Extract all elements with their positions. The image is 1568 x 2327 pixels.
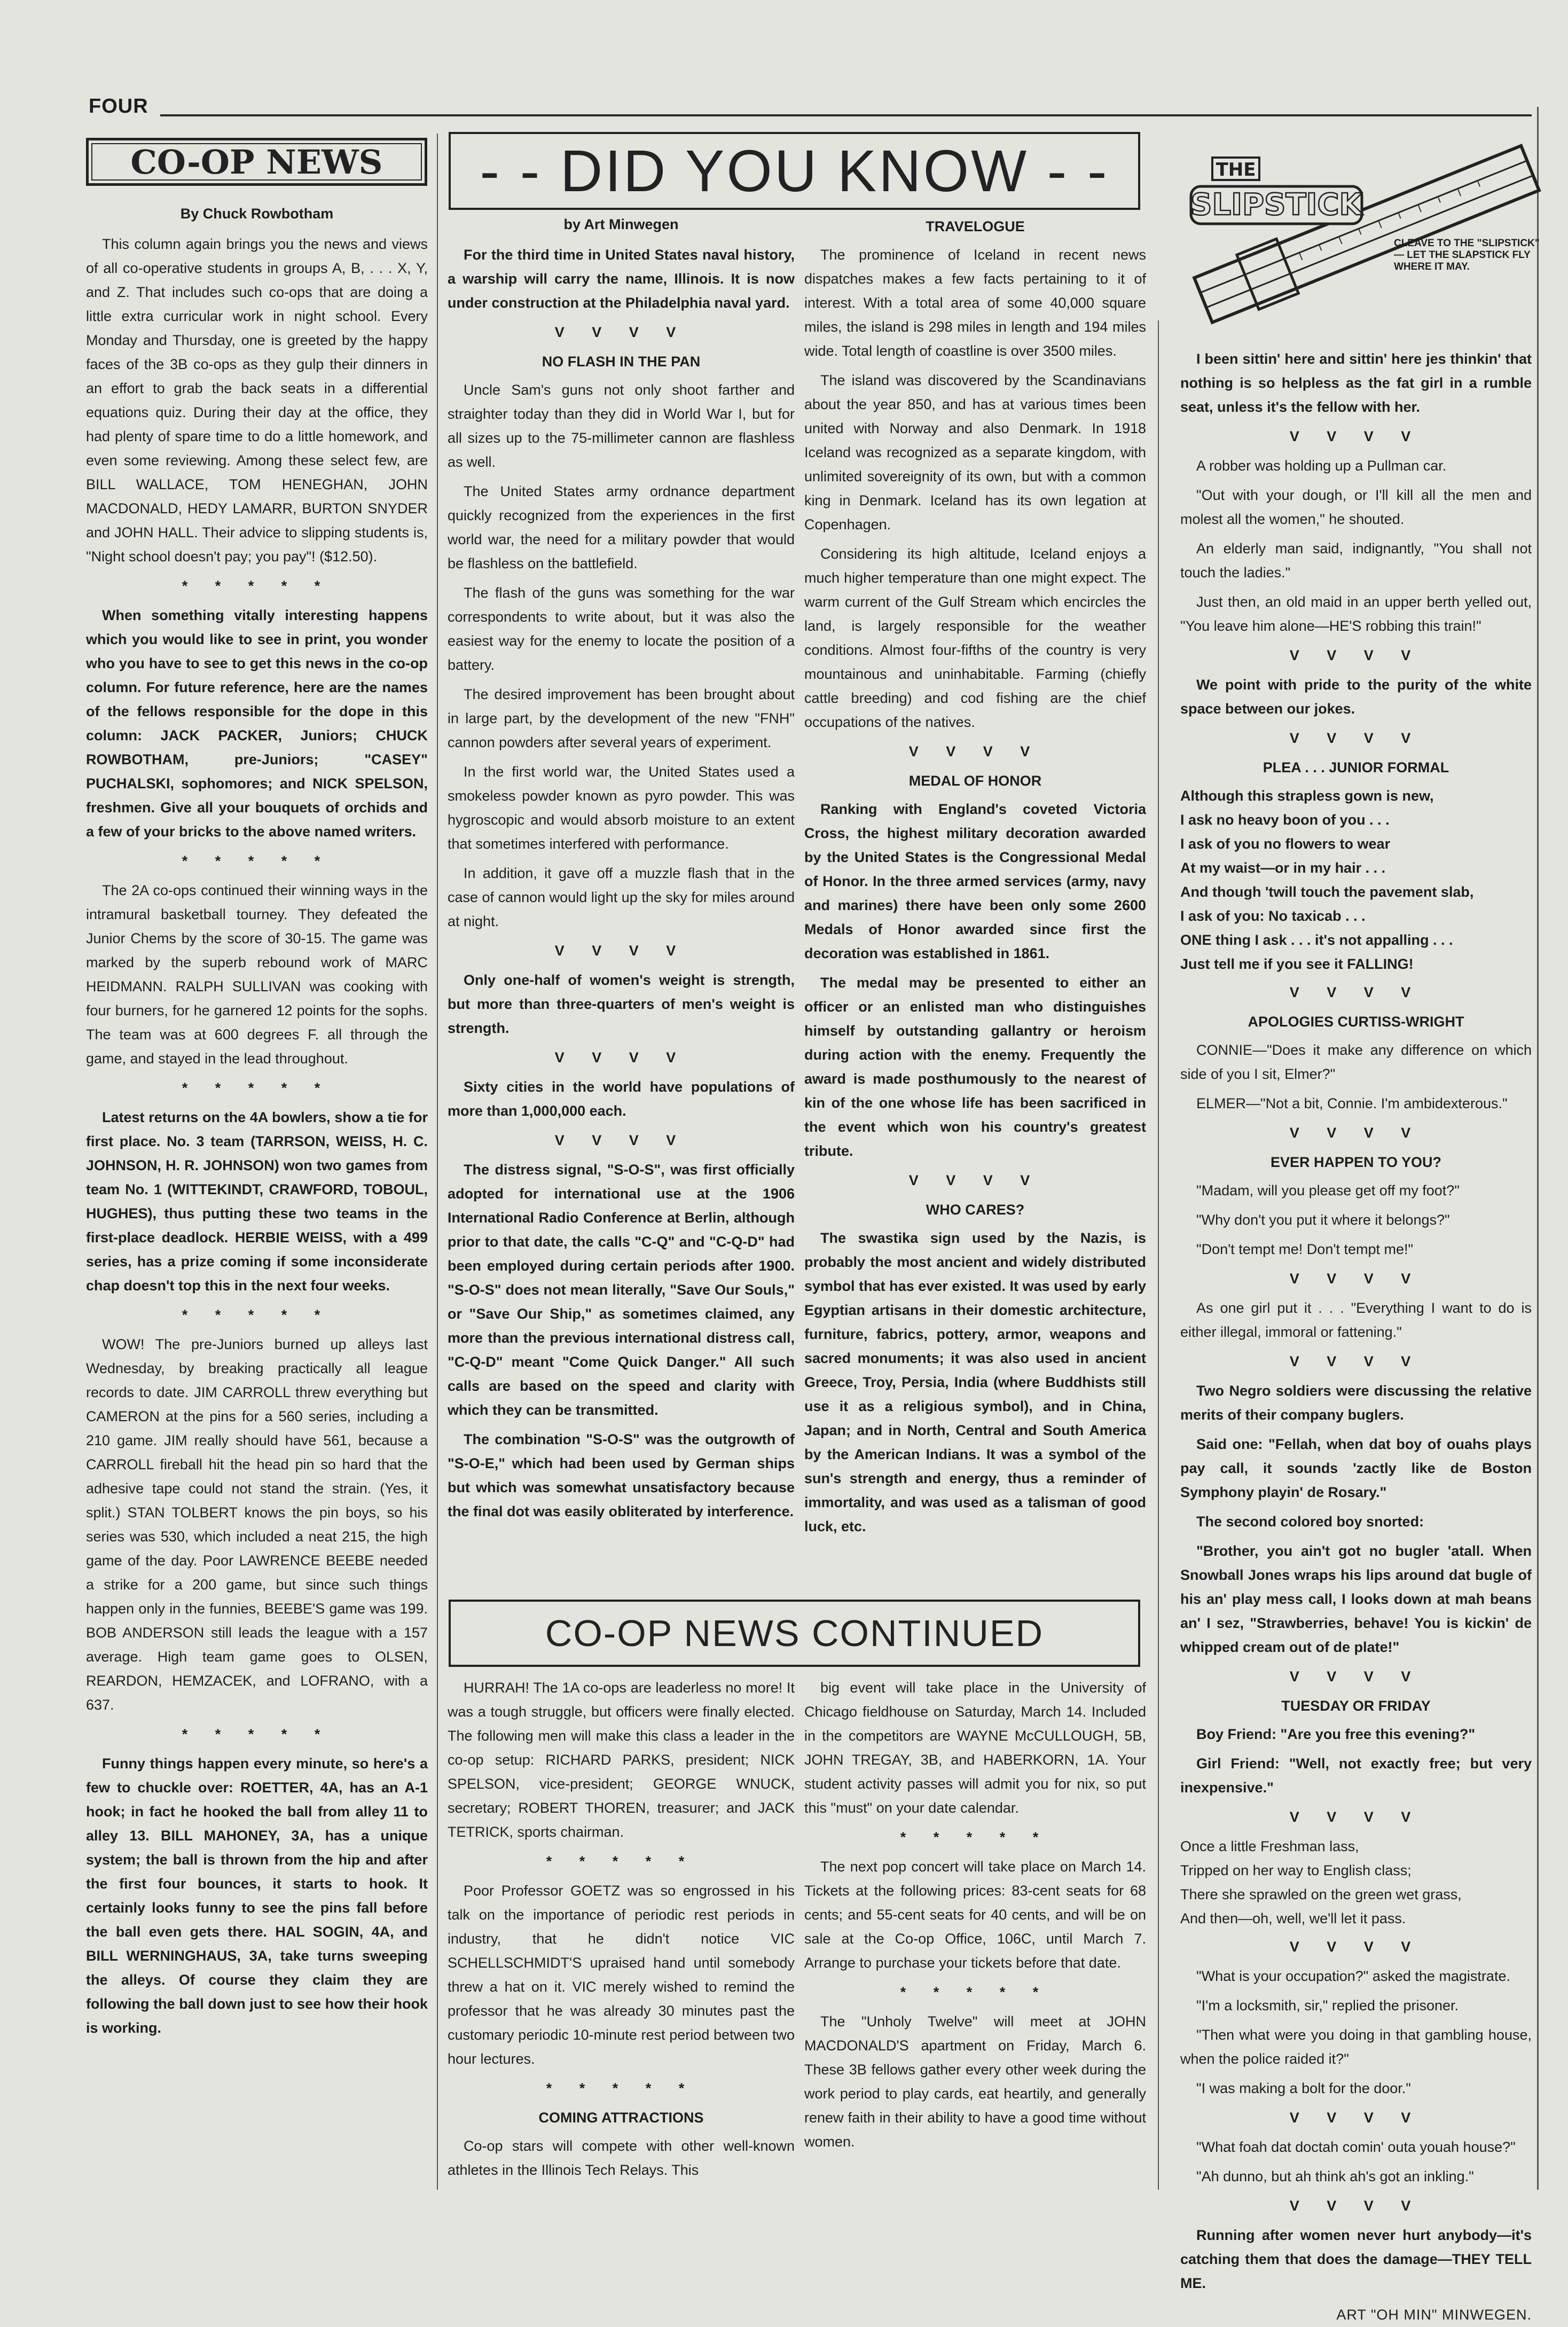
byline: by Art Minwegen	[563, 216, 679, 232]
paragraph: The flash of the guns was something for the war correspondents to write about, but it was also the easiest way for the enemy to locate the position of a battery.	[448, 585, 795, 673]
paragraph: In addition, it gave off a muzzle flash that in the case of cannon would light up the sky for miles around at night.	[448, 865, 795, 929]
section-separator: V V V V	[1289, 1809, 1423, 1825]
slide-rule-illustration	[1175, 132, 1543, 314]
bold-paragraph: For the third time in United States naval history, a warship will carry the name, Illinois. It is now under construction at the Philadelphia naval yard.	[448, 247, 795, 311]
section-separator: V V V V	[908, 743, 1042, 759]
section-separator: V V V V	[908, 1172, 1042, 1188]
section-separator: * * * * *	[182, 578, 332, 594]
paragraph: "Why don't you put it where it belongs?"	[1196, 1212, 1450, 1228]
paragraph: The United States army ordnance department quickly recognized from the experiences in the first world war, the need for a military powder that would be flashless on the battlefield.	[448, 483, 795, 571]
page-number-label: FOUR	[89, 95, 148, 117]
logo-slipstick-text: SLIPSTICK	[1190, 187, 1362, 222]
section-heading: TRAVELOGUE	[926, 218, 1025, 234]
bold-paragraph: The distress signal, "S-O-S", was first officially adopted for international use at the 1906 International Radio Conference at Berlin, although prior to that date, the calls "C-Q" and "C-Q-D" had been employed during certain periods after 1900. "S-O-S" does not mean literally, "Save Our Souls," or "Save Our Ship," as sometimes claimed, any more than the previous international distress call, "C-Q-D" meant "Come Quick Danger." All such calls are based on the speed and clarity with which they can be transmitted.	[448, 1162, 795, 1418]
paragraph: The "Unholy Twelve" will meet at JOHN MACDONALD'S apartment on Friday, March 6. These 3B fellows gather every other week during the work period to play cards, eat heartily, and generally renew faith in their ability to have a good time without women.	[804, 2013, 1146, 2150]
verse-line: Tripped on her way to English class;	[1180, 1862, 1412, 1878]
bold-paragraph: Only one-half of women's weight is strength, but more than three-quarters of men's weight is strength.	[448, 972, 795, 1036]
bold-paragraph: Funny things happen every minute, so here's a few to chuckle over: ROETTER, 4A, has an A-1 hook; in fact he hooked the ball from alley 11 to alley 13. BILL MAHONEY, 3A, has a unique system; the ball is thrown from the hip and after the first four bounces, it starts to hook. It certainly looks funny to see the pins fall before the ball even gets there. HAL SOGIN, 4A, and BILL WERNINGHAUS, 3A, take turns sweeping the alleys. Of course they claim they are following the ball down just to see how their hook is working.	[86, 1756, 428, 2036]
section-separator: * * * * *	[546, 1853, 696, 1869]
section-separator: V V V V	[1289, 984, 1423, 1000]
section-separator: V V V V	[1289, 730, 1423, 746]
bold-paragraph: I been sittin' here and sittin' here jes thinkin' that nothing is so helpless as the fat girl in a rumble seat, unless it's the fellow with her.	[1180, 351, 1532, 415]
paragraph: This column again brings you the news and views of all co-operative students in groups A, B, . . . X, Y, and Z. That includes such co-ops that are doing a little extra curricular work in night school. Every Monday and Thursday, one is greeted by the happy faces of the 3B co-ops as they gulp their dinners in an effort to grab the back seats in a differential equations quiz. During their day at the office, they had plenty of spare time to do a little homework, and even some reviewing. Among these select few, are BILL WALLACE, TOM HENEGHAN, JOHN MACDONALD, HEDY LAMARR, BURTON SNYDER and JOHN HALL. Their advice to slipping students is, "Night school doesn't pay; you pay"! ($12.50).	[86, 236, 428, 565]
paragraph: HURRAH! The 1A co-ops are leaderless no more! It was a tough struggle, but officers were finally elected. The following men will make this class a leader in the co-op setup: RICHARD PARKS, president; NICK SPELSON, vice-president; GEORGE WNUCK, secretary; ROBERT THOREN, treasurer; and JACK TETRICK, sports chairman.	[448, 1680, 795, 1840]
paragraph: Poor Professor GOETZ was so engrossed in his talk on the importance of periodic rest periods in industry, that he didn't notice VIC SCHELLSCHMIDT'S upraised hand until somebody threw a hat on it. VIC merely wished to remind the professor that he was already 30 minutes past the customary periodic 10-minute rest period between two hour lectures.	[448, 1883, 795, 2067]
paragraph: Just then, an old maid in an upper berth yelled out, "You leave him alone—HE'S robbing this train!"	[1180, 594, 1532, 634]
verse-line: There she sprawled on the green wet grass,	[1180, 1886, 1462, 1902]
did-you-know-title: - - DID YOU KNOW - -	[449, 132, 1140, 210]
paragraph: As one girl put it . . . "Everything I want to do is either illegal, immoral or fattening."	[1180, 1300, 1532, 1340]
verse-line: And though 'twill touch the pavement slab,	[1180, 884, 1474, 900]
paragraph: Co-op stars will compete with other well-known athletes in the Illinois Tech Relays. This	[448, 2138, 795, 2178]
paragraph: "I'm a locksmith, sir," replied the prisoner.	[1196, 1997, 1459, 2013]
section-separator: * * * * *	[182, 1726, 332, 1742]
section-separator: V V V V	[554, 1132, 688, 1148]
paragraph: An elderly man said, indignantly, "You shall not touch the ladies."	[1180, 540, 1532, 581]
section-heading: WHO CARES?	[926, 1202, 1025, 1218]
section-separator: V V V V	[1289, 1668, 1423, 1684]
paragraph: The desired improvement has been brought about in large part, by the development of the new "FNH" cannon powders after several years of experiment.	[448, 686, 795, 750]
bold-paragraph: We point with pride to the purity of the white space between our jokes.	[1180, 677, 1532, 717]
coop-news-column	[86, 202, 428, 2194]
bold-paragraph: Boy Friend: "Are you free this evening?"	[1196, 1726, 1476, 1742]
section-separator: * * * * *	[900, 1984, 1050, 2000]
bold-paragraph: The second colored boy snorted:	[1196, 1514, 1424, 1530]
paragraph: A robber was holding up a Pullman car.	[1196, 458, 1447, 474]
bold-paragraph: "Brother, you ain't got no bugler 'atall. When Snowball Jones wraps his lips around dat bugle of his an' play mess call, I looks down at mah beans an' I sez, "Strawberries, behave! You is kickin' de whipped cream out of de plate!"	[1180, 1543, 1532, 1655]
section-separator: V V V V	[1289, 1353, 1423, 1369]
bold-paragraph: When something vitally interesting happens which you would like to see in print, you wonder who you have to see to get this news in the co-op column. For future reference, here are the names of the fellows responsible for the dope in this column: JACK PACKER, Juniors; CHUCK ROWBOTHAM, pre-Juniors; "CASEY" PUCHALSKI, sophomores; and NICK SPELSON, freshmen. Give all your bouquets of orchids and a few of your bricks to the above named writers.	[86, 607, 428, 840]
verse-line: I ask no heavy boon of you . . .	[1180, 812, 1390, 828]
paragraph: Uncle Sam's guns not only shoot farther and straighter today than they did in World War I, but for all sizes up to the 75-millimeter cannon are flashless as well.	[448, 382, 795, 470]
section-heading: EVER HAPPEN TO YOU?	[1270, 1154, 1442, 1170]
bold-paragraph: Ranking with England's coveted Victoria Cross, the highest military decoration awarded by the United States is the Congressional Medal of Honor. In the three armed services (army, navy and marines) there have been only some 2600 Medals of Honor awarded since first the decoration was established in 1861.	[804, 801, 1146, 961]
section-separator: * * * * *	[182, 853, 332, 869]
section-heading: TUESDAY OR FRIDAY	[1281, 1698, 1431, 1714]
coop-news-continued-title: CO-OP NEWS CONTINUED	[449, 1600, 1140, 1667]
paragraph: "What foah dat doctah comin' outa youah house?"	[1196, 2139, 1516, 2155]
paragraph: The next pop concert will take place on March 14. Tickets at the following prices: 83-cent seats for 68 cents; and 55-cent seats for 40 cents, and will be on sale at the Co-op Office, 106C, until March 7. Arrange to purchase your tickets before that date.	[804, 1859, 1146, 1971]
section-separator: V V V V	[554, 1049, 688, 1065]
logo-tagline: CLEAVE TO THE "SLIPSTICK" — LET THE SLAPSTICK FLY WHERE IT MAY.	[1394, 238, 1540, 272]
paragraph: The island was discovered by the Scandinavians about the year 850, and has at various times been united with Norway and also Denmark. In 1918 Iceland was recognized as a separate kingdom, with unlimited sovereignity of its own, but with a common king in Denmark. Iceland has its own legation at Copenhagen.	[804, 372, 1146, 532]
bold-paragraph: Girl Friend: "Well, not exactly free; but very inexpensive."	[1180, 1756, 1532, 1796]
section-separator: * * * * *	[182, 1080, 332, 1096]
byline: By Chuck Rowbotham	[180, 206, 334, 222]
section-separator: * * * * *	[900, 1829, 1050, 1845]
column-rule	[1158, 320, 1159, 2190]
paragraph: "Then what were you doing in that gambling house, when the police raided it?"	[1180, 2027, 1532, 2067]
paragraph: Considering its high altitude, Iceland enjoys a much higher temperature than one might expect. The warm current of the Gulf Stream which encircles the land, is largely responsible for the weather conditions. Almost four-fifths of the country is very mountainous and uninhabitable. Farming (chiefly cattle breeding) and cod fishing are the chief occupations of the natives.	[804, 546, 1146, 730]
verse	[1180, 784, 1532, 976]
verse-line: And then—oh, well, we'll let it pass.	[1180, 1910, 1406, 1926]
verse-line: Although this strapless gown is new,	[1180, 788, 1434, 804]
bold-paragraph: The swastika sign used by the Nazis, is probably the most ancient and widely distributed symbol that has ever existed. It was used by early Egyptian artisans in their domestic architecture, furniture, fabrics, pottery, armor, weapons and sacred monuments; it was also used in ancient Greece, Troy, Persia, India (where Buddhists still use it as a religious symbol), and in China, Japan; and in North, Central and South America by the American Indians. It was a symbol of the sun's strength and energy, thus a reminder of immortality, and was used as a talisman of good luck, etc.	[804, 1230, 1146, 1534]
paragraph: big event will take place in the University of Chicago fieldhouse on Saturday, March 14. Included in the competitors are WAYNE McCULLOUGH, 5B, JOHN TREGAY, 3B, and HABERKORN, 1A. Your student activity passes will admit you for nix, so put this "must" on your date calendar.	[804, 1680, 1146, 1816]
bold-paragraph: Said one: "Fellah, when dat boy of ouahs plays pay call, it sounds 'zactly like de Boston Symphony playin' de Rosary."	[1180, 1436, 1532, 1500]
paragraph: "What is your occupation?" asked the magistrate.	[1196, 1968, 1510, 1984]
section-separator: V V V V	[1289, 428, 1423, 444]
section-separator: V V V V	[1289, 2110, 1423, 2126]
column-rule	[437, 134, 438, 2190]
bold-paragraph: The combination "S-O-S" was the outgrowth of "S-O-E," which had been used by German ships but which was somewhat unsatisfactory because the final dot was easily obliterated by interference.	[448, 1431, 795, 1519]
section-separator: V V V V	[1289, 2198, 1423, 2214]
section-heading: APOLOGIES CURTISS-WRIGHT	[1248, 1014, 1464, 1030]
section-heading: MEDAL OF HONOR	[908, 773, 1042, 789]
coop-news-title: CO-OP NEWS	[86, 138, 427, 186]
paragraph: ELMER—"Not a bit, Connie. I'm ambidexterous."	[1196, 1095, 1508, 1111]
paragraph: CONNIE—"Does it make any difference on which side of you I sit, Elmer?"	[1180, 1042, 1532, 1082]
verse-line: ONE thing I ask . . . it's not appalling . . .	[1180, 932, 1453, 948]
coop-continued-column-left	[448, 1676, 795, 2194]
bold-paragraph: Sixty cities in the world have populations of more than 1,000,000 each.	[448, 1079, 795, 1119]
coop-continued-column-right	[804, 1676, 1146, 2194]
section-separator: * * * * *	[182, 1307, 332, 1323]
paragraph: WOW! The pre-Juniors burned up alleys last Wednesday, by breaking practically all league records to date. JIM CARROLL threw everything but CAMERON at the pins for a 560 series, including a 210 game. JIM really should have 561, because a CARROLL fireball hit the head pin so hard that the adhesive tape could not stand the strain. (Yes, it split.) STAN TOLBERT knows the pin boys, so his series was 530, which included a neat 215, the high game of the day. Poor LAWRENCE BEEBE needed a strike for a 200 game, but since such things happen only in the funnies, BEEBE'S game was 199. BOB ANDERSON still leads the league with a 157 average. High team game goes to OLSEN, REARDON, HEMZACEK, and LOFRANO, with a 637.	[86, 1336, 428, 1713]
slipstick-column	[1180, 347, 1532, 2323]
section-separator: V V V V	[554, 943, 688, 959]
section-separator: V V V V	[1289, 1271, 1423, 1287]
paragraph: In the first world war, the United States used a smokeless powder known as pyro powder. This was hygroscopic and would absorb moisture to an extent that sometimes interfered with performance.	[448, 764, 795, 852]
bold-paragraph: Two Negro soldiers were discussing the relative merits of their company buglers.	[1180, 1383, 1532, 1423]
paragraph: The prominence of Iceland in recent news dispatches makes a few facts pertaining to it of interest. With a total area of some 40,000 square miles, the island is 298 miles in length and 194 miles wide. Total length of coastline is over 3500 miles.	[804, 247, 1146, 359]
did-you-know-column-left	[448, 213, 795, 1593]
section-separator: V V V V	[1289, 647, 1423, 663]
paragraph: "Out with your dough, or I'll kill all the men and molest all the women," he shouted.	[1180, 487, 1532, 527]
section-separator: V V V V	[1289, 1125, 1423, 1141]
section-heading: PLEA . . . JUNIOR FORMAL	[1263, 759, 1449, 775]
verse-line: Just tell me if you see it FALLING!	[1180, 956, 1414, 972]
slipstick-logo	[1175, 132, 1543, 314]
paragraph: The 2A co-ops continued their winning ways in the intramural basketball tourney. They defeated the Junior Chems by the score of 30-15. The game was marked by the superb rebound work of MARC HEIDMANN. RALPH SULLIVAN was cooking with four burners, for he garnered 12 points for the sophs. The team was at 600 degrees F. all through the game, and stayed in the lead throughout.	[86, 882, 428, 1067]
paragraph: "Don't tempt me! Don't tempt me!"	[1196, 1241, 1414, 1257]
section-heading: COMING ATTRACTIONS	[538, 2110, 704, 2126]
verse-line: At my waist—or in my hair . . .	[1180, 860, 1386, 876]
did-you-know-column-right	[804, 213, 1146, 1593]
section-heading: NO FLASH IN THE PAN	[542, 354, 701, 370]
bold-paragraph: Latest returns on the 4A bowlers, show a tie for first place. No. 3 team (TARRSON, WEISS, H. C. JOHNSON, H. R. JOHNSON) won two games from team No. 1 (WITTEKINDT, CRAWFORD, TOBOUL, HUGHES), thus putting these two teams in the first-place deadlock. HERBIE WEISS, with a 499 series, has a prize coming if some inconsiderate chap doesn't top this in the next four weeks.	[86, 1109, 428, 1294]
logo-the-text: THE	[1216, 159, 1256, 181]
section-separator: V V V V	[554, 324, 688, 340]
page-edge-rule	[1537, 107, 1539, 2190]
signature: ART "OH MIN" MINWEGEN.	[1336, 2307, 1532, 2323]
section-separator: V V V V	[1289, 1939, 1423, 1955]
verse-line: I ask of you: No taxicab . . .	[1180, 908, 1366, 924]
verse	[1180, 1835, 1532, 1931]
bold-paragraph: The medal may be presented to either an officer or an enlisted man who distinguishes himself by outstanding gallantry or heroism during action with the enemy. Frequently the award is made posthumously to the nearest of kin of the one whose life has been sacrificed in the event which won his country's greatest tribute.	[804, 975, 1146, 1159]
section-separator: * * * * *	[546, 2080, 696, 2096]
paragraph: "Ah dunno, but ah think ah's got an inkling."	[1196, 2168, 1474, 2184]
verse-line: Once a little Freshman lass,	[1180, 1838, 1359, 1854]
header-rule	[160, 114, 1532, 116]
verse-line: I ask of you no flowers to wear	[1180, 836, 1391, 852]
bold-paragraph: Running after women never hurt anybody—it's catching them that does the damage—THEY TELL ME.	[1180, 2227, 1532, 2291]
paragraph: "Madam, will you please get off my foot?"	[1196, 1182, 1460, 1198]
paragraph: "I was making a bolt for the door."	[1196, 2080, 1411, 2096]
